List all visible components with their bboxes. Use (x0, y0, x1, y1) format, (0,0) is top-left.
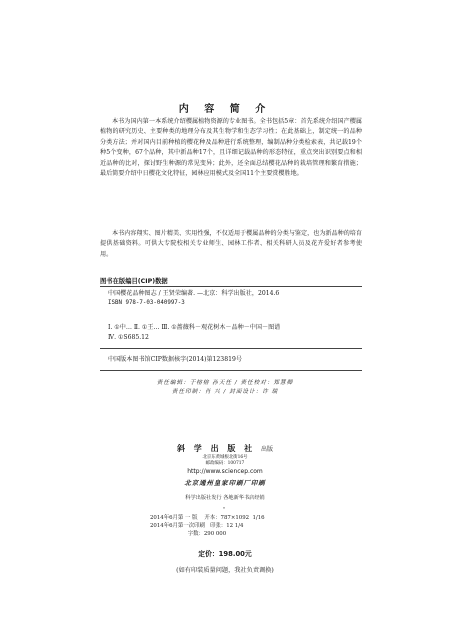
edition-line-2: 2014年6月第一次印刷 印张：12 1/4 (150, 523, 244, 529)
cip-divider-bottom (100, 370, 362, 371)
summary-paragraph-1 (100, 117, 362, 179)
cip-divider-top (100, 286, 362, 287)
distribution-info: 科学出版社发行 各地新华书店经销 (185, 495, 265, 501)
summary-paragraph-1-text: 本书为国内第一本系统介绍樱属植物资源的专业图书。全书包括5章：首先系统介绍国产樱属植物的研究历史、主要种类的地理分布及其生物学和生态学习性；在此基础上，制定统一的品种分类方法；并对国内目前种植的樱花种及品种进行系统整理，编制品种分类检索表，共记载19个种5个变种，67个品种，其中新品种17个，且详细记载品种的形态特征，重点突出识别要点和相近品种的比对，探讨野生种源的常见变异；此外，还全面总结樱花品种的栽培管理和繁育措施；最后简要介绍中日樱花文化特征，园林应用模式及全国11个主要赏樱胜地。 (100, 118, 362, 178)
separator-star: * (223, 506, 227, 511)
summary-paragraph-2-text: 本书内容翔实、图片精美、实用性强，不仅适用于樱属品种的分类与鉴定，也为新品种的培育提供基础资料。可供大专院校相关专业师生、园林工作者、相关科研人员及花卉爱好者参考使用。 (100, 230, 362, 258)
publisher-suffix: 出版 (260, 446, 273, 453)
printer-name: 北京通州皇家印刷厂印刷 (184, 479, 266, 487)
edition-line-3: 字数：290 000 (150, 531, 227, 537)
cip-isbn: ISBN 978-7-03-040997-3 (108, 300, 185, 306)
cip-classification-line: Ⅳ. ①S685.12 (108, 334, 149, 341)
publisher-name: 斜 学 出 版 社 (177, 443, 256, 453)
cip-divider-middle (100, 348, 362, 349)
edition-line-1: 2014年6月第 一 版 开本：787×1092 1/16 (150, 515, 265, 521)
staff-production: 责任印制：肖 兴 / 封面设计：许 瑞 (171, 389, 279, 395)
publisher-postcode: 邮政编码：100717 (205, 461, 245, 466)
summary-paragraph-2 (100, 229, 362, 260)
cip-title-line: 中国樱花品种图志 / 王贤荣编著. —北京：科学出版社，2014.6 (108, 290, 280, 297)
quality-note: (如有印装质量问题，我社负责调换) (176, 567, 274, 574)
price: 定价：198.00元 (198, 550, 252, 558)
cip-record-number: 中国版本图书馆CIP数据核字(2014)第123819号 (108, 356, 242, 363)
cip-subject-line: Ⅰ. ①中… Ⅱ. ①王… Ⅲ. ①蔷薇科－观花树木－品种－中国－图谱 (108, 324, 281, 331)
edition-info (150, 514, 265, 538)
cip-heading: 图书在版编目(CIP)数据 (100, 278, 168, 285)
publisher-logo (0, 443, 450, 454)
publisher-website: http://www.sciencep.com (187, 468, 263, 475)
summary-title: 内 容 简 介 (178, 104, 272, 115)
publisher-address: 北京东黄城根北街16号 (202, 455, 248, 460)
staff-editors: 责任编辑：于榕榕 孙天任 / 责任校对：郑慧卿 (156, 380, 294, 386)
